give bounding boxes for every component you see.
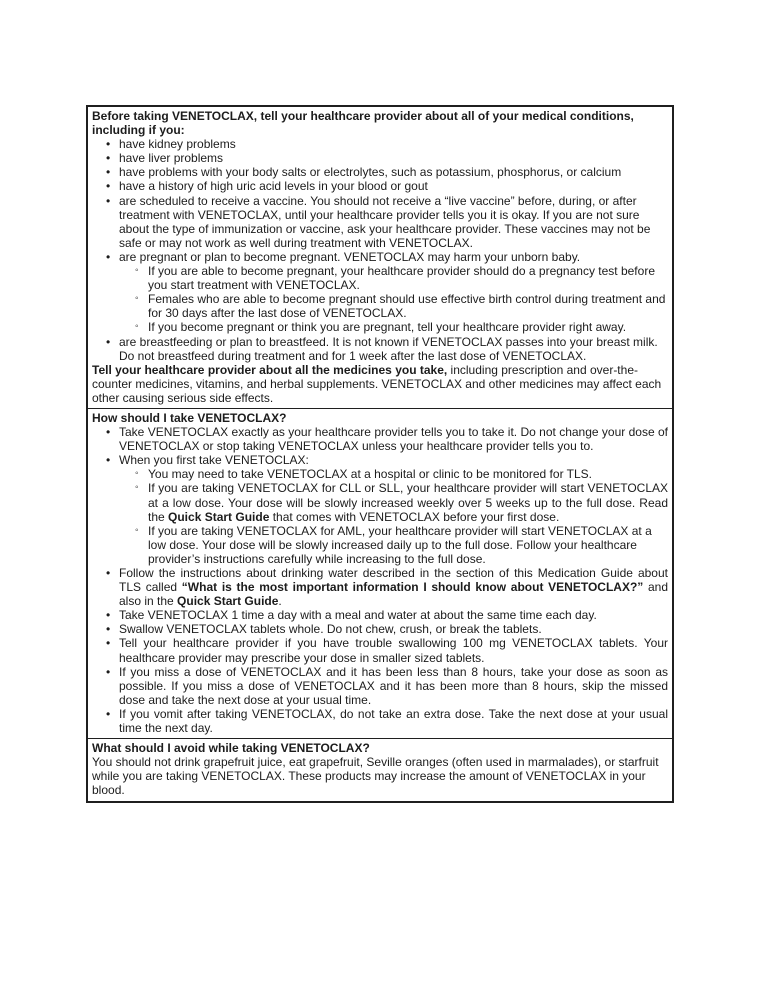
bullet-item	[92, 453, 668, 467]
text-segment: Take VENETOCLAX 1 time a day with a meal and water at about the same time each day.	[119, 608, 597, 623]
text-segment: .	[278, 594, 282, 609]
bullet-icon: •	[106, 137, 111, 152]
text-segment: Before taking VENETOCLAX, tell your healthcare provider about all of your medical conditions, including if you:	[92, 109, 634, 138]
bullet-item	[92, 665, 668, 707]
section-how-to-take	[88, 408, 672, 738]
sub-bullet-item	[92, 264, 668, 292]
sub-bullet-icon: ◦	[135, 524, 139, 536]
bullet-icon: •	[106, 566, 111, 580]
text-segment: Swallow VENETOCLAX tablets whole. Do not chew, crush, or break the tablets.	[119, 622, 542, 637]
text-segment: If you become pregnant or think you are pregnant, tell your healthcare provider right away.	[148, 320, 627, 335]
text-segment: Take VENETOCLAX exactly as your healthcare provider tells you to take it. Do not change your dose of VENETOCLAX or stop taking VENETOCLAX unless your healthcare provider tells you to.	[119, 425, 668, 454]
text-segment: You should not drink grapefruit juice, eat grapefruit, Seville oranges (often used in marmalades), or starfruit while you are taking VENETOCLAX. These products may increase the amount of VENETOCLAX in your blood.	[92, 755, 659, 798]
text-segment: have liver problems	[119, 151, 224, 166]
text-segment: Quick Start Guide	[168, 509, 270, 524]
bullet-icon: •	[106, 425, 111, 440]
section-before-taking	[88, 107, 672, 408]
sub-bullet-icon: ◦	[135, 265, 139, 277]
text-segment: and also in the	[119, 580, 669, 609]
text-segment: If you miss a dose of VENETOCLAX and it has been less than 8 hours, take your dose as soon as possible. If you miss a dose of VENETOCLAX and it has been more than 8 hours, skip the missed dose and take the next dose at your usual time.	[119, 664, 668, 707]
paragraph	[92, 363, 668, 405]
bullet-item	[92, 608, 668, 622]
bullet-icon: •	[106, 664, 111, 679]
text-segment: have problems with your body salts or electrolytes, such as potassium, phosphorus, or calcium	[119, 165, 622, 180]
bullet-icon: •	[106, 453, 111, 468]
sub-bullet-icon: ◦	[135, 321, 139, 333]
medication-guide-table	[86, 105, 674, 803]
bullet-item	[92, 194, 668, 250]
paragraph	[92, 109, 668, 137]
bullet-item	[92, 622, 668, 636]
bullet-item	[92, 137, 668, 151]
bullet-icon: •	[106, 193, 111, 208]
text-segment: Quick Start Guide	[177, 594, 279, 609]
bullet-item	[92, 151, 668, 165]
text-segment: If you are taking VENETOCLAX for AML, your healthcare provider will start VENETOCLAX at a low dose. Your dose will be slowly increased daily up to the full dose. Follow your healthcare provider’s instructions carefully while increasing to the full dose.	[148, 523, 652, 566]
text-segment: If you are taking VENETOCLAX for CLL or SLL, your healthcare provider will start VENETOCLAX at a low dose. Your dose will be slowly increased weekly over 5 weeks up to the full dose. Read the	[148, 481, 668, 524]
bullet-icon: •	[106, 622, 111, 637]
bullet-icon: •	[106, 608, 111, 623]
bullet-item	[92, 636, 668, 664]
bullet-item	[92, 335, 668, 363]
text-segment: Females who are able to become pregnant should use effective birth control during treatment and for 30 days after the last dose of VENETOCLAX.	[148, 292, 666, 321]
sub-bullet-item	[92, 481, 668, 523]
text-segment: “What is the most important information I should know about VENETOCLAX?”	[181, 580, 644, 595]
bullet-icon: •	[106, 636, 111, 651]
bullet-item	[92, 250, 668, 264]
text-segment: that comes with VENETOCLAX before your first dose.	[269, 509, 560, 524]
sub-bullet-icon: ◦	[135, 482, 139, 494]
text-segment: Tell your healthcare provider if you have trouble swallowing 100 mg VENETOCLAX tablets. Your healthcare provider may prescribe your dose in smaller sized tablets.	[119, 636, 668, 665]
text-segment: are breastfeeding or plan to breastfeed. It is not known if VENETOCLAX passes into your breast milk. Do not breastfeed during treatment and for 1 week after the last dose of VENETOCLAX.	[119, 334, 658, 363]
bullet-item	[92, 707, 668, 735]
text-segment: When you first take VENETOCLAX:	[119, 453, 309, 468]
section-heading	[92, 411, 668, 425]
text-segment: How should I take VENETOCLAX?	[92, 410, 287, 425]
text-segment: including prescription and over-the-counter medicines, vitamins, and herbal supplements. VENETOCLAX and other medicines may affect each other causing serious side effects.	[92, 362, 662, 405]
text-segment: If you are able to become pregnant, your healthcare provider should do a pregnancy test before you start treatment with VENETOCLAX.	[148, 264, 655, 293]
text-segment: have a history of high uric acid levels in your blood or gout	[119, 179, 428, 194]
text-segment: are pregnant or plan to become pregnant. VENETOCLAX may harm your unborn baby.	[119, 249, 581, 264]
bullet-icon: •	[106, 334, 111, 349]
text-segment: Follow the instructions about drinking water described in the section of this Medication Guide about TLS called	[119, 566, 668, 595]
section-heading	[92, 741, 668, 755]
text-segment: have kidney problems	[119, 137, 236, 152]
sub-bullet-item	[92, 467, 668, 481]
sub-bullet-item	[92, 320, 668, 334]
text-segment: You may need to take VENETOCLAX at a hospital or clinic to be monitored for TLS.	[148, 467, 593, 482]
bullet-icon: •	[106, 179, 111, 194]
sub-bullet-item	[92, 524, 668, 566]
text-segment: are scheduled to receive a vaccine. You should not receive a “live vaccine” before, during, or after treatment with VENETOCLAX, until your healthcare provider tells you it is okay. If you are not sure about the type of immunization or vaccine, ask your healthcare provider. These vaccines may not be safe or may not work as well during treatment with VENETOCLAX.	[119, 193, 651, 250]
bullet-item	[92, 425, 668, 453]
bullet-item	[92, 179, 668, 193]
sub-bullet-item	[92, 292, 668, 320]
bullet-icon: •	[106, 706, 111, 721]
bullet-item	[92, 165, 668, 179]
bullet-icon: •	[106, 151, 111, 166]
text-segment: What should I avoid while taking VENETOCLAX?	[92, 741, 370, 756]
sub-bullet-icon: ◦	[135, 293, 139, 305]
bullet-icon: •	[106, 165, 111, 180]
bullet-icon: •	[106, 249, 111, 264]
text-segment: Tell your healthcare provider about all the medicines you take,	[92, 362, 448, 377]
paragraph	[92, 755, 668, 797]
text-segment: If you vomit after taking VENETOCLAX, do not take an extra dose. Take the next dose at your usual time the next day.	[119, 706, 668, 736]
bullet-item	[92, 566, 668, 608]
sub-bullet-icon: ◦	[135, 468, 139, 480]
section-what-to-avoid	[88, 738, 672, 800]
